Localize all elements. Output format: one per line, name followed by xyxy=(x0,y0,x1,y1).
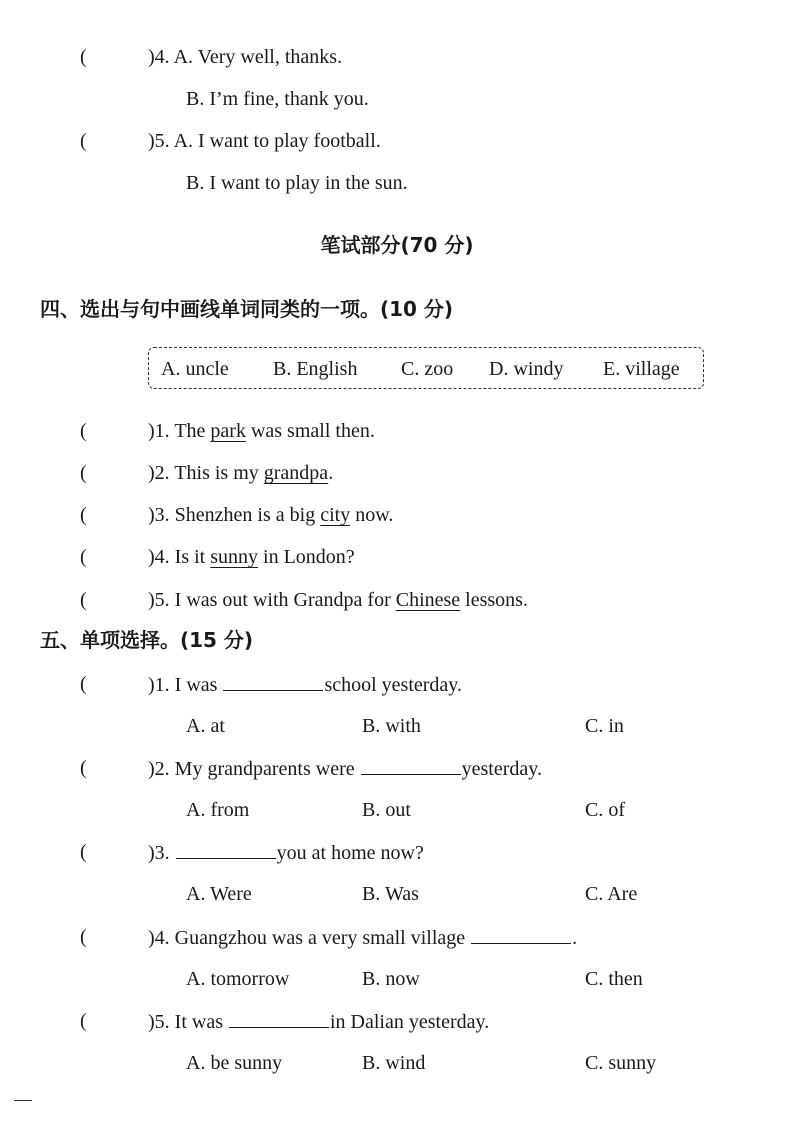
answer-paren[interactable]: ( xyxy=(80,589,87,611)
choice-b[interactable]: B. out xyxy=(362,799,411,821)
answer-paren[interactable]: ( xyxy=(80,757,87,779)
choice-a[interactable]: A. tomorrow xyxy=(186,968,290,990)
underlined-word: park xyxy=(210,420,246,442)
underlined-word: city xyxy=(320,504,351,526)
choice-b[interactable]: B. now xyxy=(362,968,420,990)
question-text: )3. you at home now? xyxy=(148,842,424,864)
question-text: )1. The park was small then. xyxy=(148,420,375,442)
question-text: )1. I was school yesterday. xyxy=(148,674,462,696)
underlined-word: Chinese xyxy=(395,589,461,611)
fill-blank[interactable] xyxy=(229,1009,329,1028)
section4-title: 四、选出与句中画线单词同类的一项。(10 分) xyxy=(40,297,454,321)
choice-a[interactable]: A. Were xyxy=(186,883,252,905)
answer-paren[interactable]: ( xyxy=(80,504,87,526)
option-b: B. I’m fine, thank you. xyxy=(186,88,369,110)
choice-a[interactable]: A. from xyxy=(186,799,250,821)
answer-paren[interactable]: ( xyxy=(80,546,87,568)
choice-c[interactable]: C. sunny xyxy=(585,1052,657,1074)
choice-c[interactable]: C. Are xyxy=(585,883,638,905)
choice-b[interactable]: B. Was xyxy=(362,883,419,905)
fill-blank[interactable] xyxy=(176,840,276,859)
word-option-b: B. English xyxy=(273,358,358,380)
word-bank-box xyxy=(148,347,704,389)
fill-blank[interactable] xyxy=(361,756,461,775)
section5-title: 五、单项选择。(15 分) xyxy=(40,628,254,652)
question-text: )4. Is it sunny in London? xyxy=(148,546,355,568)
question-text: )4. A. Very well, thanks. xyxy=(148,46,343,68)
word-option-d: D. windy xyxy=(489,358,564,380)
answer-paren[interactable]: ( xyxy=(80,130,87,152)
answer-paren[interactable]: ( xyxy=(80,926,87,948)
choice-c[interactable]: C. then xyxy=(585,968,643,990)
choice-a[interactable]: A. be sunny xyxy=(186,1052,283,1074)
question-text: )5. It was in Dalian yesterday. xyxy=(148,1011,490,1033)
word-option-a: A. uncle xyxy=(161,358,229,380)
answer-paren[interactable]: ( xyxy=(80,841,87,863)
underlined-word: grandpa xyxy=(263,462,329,484)
answer-paren[interactable]: ( xyxy=(80,462,87,484)
choice-b[interactable]: B. with xyxy=(362,715,421,737)
word-option-c: C. zoo xyxy=(401,358,454,380)
written-part-title: 笔试部分(70 分) xyxy=(320,233,474,257)
fill-blank[interactable] xyxy=(471,925,571,944)
choice-c[interactable]: C. of xyxy=(585,799,625,821)
choice-c[interactable]: C. in xyxy=(585,715,624,737)
option-b: B. I want to play in the sun. xyxy=(186,172,408,194)
question-text: )5. I was out with Grandpa for Chinese lessons. xyxy=(148,589,528,611)
answer-paren[interactable]: ( xyxy=(80,1010,87,1032)
choice-a[interactable]: A. at xyxy=(186,715,225,737)
question-text: )3. Shenzhen is a big city now. xyxy=(148,504,394,526)
choice-b[interactable]: B. wind xyxy=(362,1052,426,1074)
question-text: )4. Guangzhou was a very small village . xyxy=(148,927,578,949)
question-text: )2. My grandparents were yesterday. xyxy=(148,758,542,780)
answer-paren[interactable]: ( xyxy=(80,673,87,695)
question-text: )2. This is my grandpa. xyxy=(148,462,334,484)
word-option-e: E. village xyxy=(603,358,680,380)
underlined-word: sunny xyxy=(210,546,259,568)
page-edge-mark xyxy=(14,1100,32,1101)
fill-blank[interactable] xyxy=(223,672,323,691)
answer-paren[interactable]: ( xyxy=(80,420,87,442)
question-text: )5. A. I want to play football. xyxy=(148,130,381,152)
answer-paren[interactable]: ( xyxy=(80,46,87,68)
